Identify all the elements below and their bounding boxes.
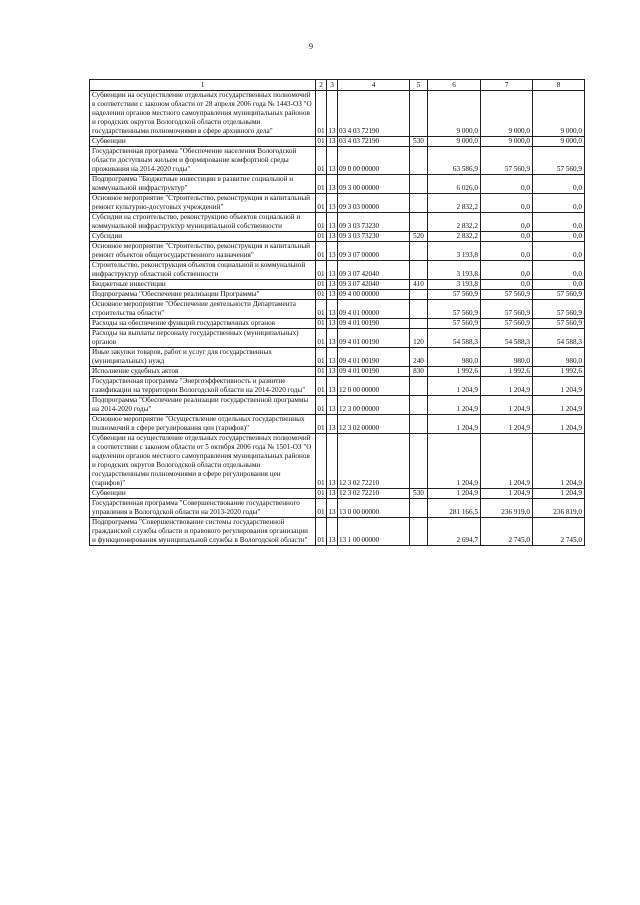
amount-col-6: 2 832,2 — [428, 213, 481, 232]
table-row — [90, 319, 585, 329]
column-header: 6 — [428, 80, 481, 91]
amount-col-6: 2 694,7 — [428, 518, 481, 546]
amount-col-8: 9 000,0 — [533, 91, 585, 137]
expense-type-code: 120 — [410, 329, 428, 348]
subsection-code: 13 — [328, 367, 336, 375]
expense-type-code — [410, 396, 428, 415]
table-row — [90, 91, 585, 137]
expense-type-code: 410 — [410, 280, 428, 290]
amount-col-6: 1 204,9 — [428, 396, 481, 415]
row-name: Основное мероприятие "Осуществление отдельных государственных полномочий в сфере регулирования цен (тарифов)" — [90, 415, 316, 434]
section-code: 01 — [317, 290, 325, 298]
subsection-code: 13 — [327, 396, 338, 415]
row-name: Подпрограмма "Обеспечение реализации Программы" — [90, 290, 316, 300]
expense-type-code — [410, 499, 428, 518]
table-row — [90, 396, 585, 415]
section-code: 01 — [317, 319, 325, 327]
amount-col-6: 1 204,9 — [428, 489, 481, 499]
subsection-code: 13 — [328, 280, 336, 288]
expense-type-code — [410, 300, 428, 319]
subsection-code: 13 — [327, 499, 338, 518]
amount-col-7: 9 000,0 — [481, 137, 533, 147]
column-header: 5 — [410, 80, 428, 91]
target-article-code: 09 3 07 42040 — [338, 261, 410, 280]
section-code: 01 — [316, 499, 327, 518]
target-article-code: 13 0 00 00000 — [338, 499, 410, 518]
amount-col-7: 0,0 — [481, 232, 533, 242]
amount-col-7: 0,0 — [481, 175, 533, 194]
amount-col-6: 63 586,9 — [428, 147, 481, 175]
subsection-code: 13 — [327, 194, 338, 213]
row-name: Расходы на выплаты персоналу государственных (муниципальных) органов — [90, 329, 316, 348]
expense-type-code — [410, 377, 428, 396]
target-article-code: 09 3 03 73230 — [338, 232, 410, 242]
section-code: 01 — [316, 348, 327, 367]
column-header: 2 — [316, 80, 327, 91]
column-header: 8 — [533, 80, 585, 91]
amount-col-6: 1 204,9 — [428, 377, 481, 396]
section-code: 01 — [316, 194, 327, 213]
table-row — [90, 415, 585, 434]
table-row — [90, 213, 585, 232]
target-article-code: 12 0 00 00000 — [338, 377, 410, 396]
section-code: 01 — [316, 147, 327, 175]
page-number: 9 — [309, 42, 313, 51]
subsection-code: 13 — [327, 213, 338, 232]
subsection-code: 13 — [327, 434, 338, 489]
amount-col-7: 1 204,9 — [481, 434, 533, 489]
amount-col-7: 57 560,9 — [481, 290, 533, 300]
target-article-code: 03 4 03 72190 — [338, 91, 410, 137]
row-name: Основное мероприятие "Строительство, реконструкция и капитальный ремонт культурно-досуговых учреждений" — [90, 194, 316, 213]
table-row — [90, 232, 585, 242]
amount-col-6: 281 166,5 — [428, 499, 481, 518]
amount-col-7: 54 588,3 — [481, 329, 533, 348]
row-name: Субсидии — [90, 232, 316, 242]
row-name: Государственная программа "Обеспечение населения Вологодской области доступным жильем и формирование комфортной среды проживания на 2014-2020 годы" — [90, 147, 316, 175]
expense-type-code — [410, 175, 428, 194]
amount-col-7: 57 560,9 — [481, 300, 533, 319]
amount-col-7: 57 560,9 — [481, 319, 533, 329]
target-article-code: 09 4 01 00000 — [338, 300, 410, 319]
expense-type-code: 830 — [410, 367, 428, 377]
amount-col-8: 2 745,0 — [533, 518, 585, 546]
section-code: 01 — [316, 329, 327, 348]
table-row — [90, 137, 585, 147]
table-row — [90, 175, 585, 194]
amount-col-7: 0,0 — [481, 261, 533, 280]
table-row — [90, 499, 585, 518]
target-article-code: 09 4 01 00190 — [338, 329, 410, 348]
expense-type-code: 520 — [410, 232, 428, 242]
amount-col-7: 0,0 — [481, 194, 533, 213]
section-code: 01 — [316, 377, 327, 396]
amount-col-7: 57 560,9 — [481, 147, 533, 175]
subsection-code: 13 — [327, 261, 338, 280]
amount-col-8: 0,0 — [533, 194, 585, 213]
target-article-code: 13 1 00 00000 — [338, 518, 410, 546]
amount-col-8: 1 204,9 — [533, 415, 585, 434]
amount-col-6: 1 204,9 — [428, 434, 481, 489]
subsection-code: 13 — [327, 348, 338, 367]
section-code: 01 — [316, 300, 327, 319]
table-row — [90, 300, 585, 319]
amount-col-6: 2 832,2 — [428, 232, 481, 242]
amount-col-6: 9 000,0 — [428, 91, 481, 137]
column-header: 7 — [481, 80, 533, 91]
section-code: 01 — [316, 434, 327, 489]
row-name: Иные закупки товаров, работ и услуг для государственных (муниципальных) нужд — [90, 348, 316, 367]
amount-col-6: 6 026,0 — [428, 175, 481, 194]
amount-col-8: 9 000,0 — [533, 137, 585, 147]
amount-col-6: 980,0 — [428, 348, 481, 367]
amount-col-7: 1 204,9 — [481, 396, 533, 415]
target-article-code: 09 0 00 00000 — [338, 147, 410, 175]
amount-col-7: 0,0 — [481, 242, 533, 261]
row-name: Исполнение судебных актов — [90, 367, 316, 377]
amount-col-8: 54 588,3 — [533, 329, 585, 348]
expense-type-code — [410, 434, 428, 489]
target-article-code: 12 3 02 72210 — [338, 489, 410, 499]
expense-type-code: 240 — [410, 348, 428, 367]
target-article-code: 09 3 07 00000 — [338, 242, 410, 261]
expense-type-code — [410, 261, 428, 280]
amount-col-8: 1 204,9 — [533, 489, 585, 499]
amount-col-7: 2 745,0 — [481, 518, 533, 546]
section-code: 01 — [317, 232, 325, 240]
amount-col-8: 0,0 — [533, 242, 585, 261]
amount-col-6: 54 588,3 — [428, 329, 481, 348]
target-article-code: 09 4 01 00190 — [338, 367, 410, 377]
row-name: Субвенции на осуществление отдельных государственных полномочий в соответствии с законом области от 5 октября 2006 года № 1501-ОЗ "О наделении органов местного самоуправления муниципальных районов и городских округов Вологодской области отдельными государственными полномочиями в сфере регулирования цен (тарифов)" — [90, 434, 316, 489]
subsection-code: 13 — [327, 518, 338, 546]
section-code: 01 — [316, 396, 327, 415]
amount-col-8: 1 204,9 — [533, 377, 585, 396]
amount-col-6: 3 193,8 — [428, 242, 481, 261]
section-code: 01 — [316, 518, 327, 546]
table-header-row — [90, 80, 585, 91]
amount-col-7: 9 000,0 — [481, 91, 533, 137]
amount-col-6: 2 832,2 — [428, 194, 481, 213]
row-name: Подпрограмма "Совершенствование системы государственной гражданской службы области и правового регулирования организации и функционирования муниципальной службы в Вологодской области" — [90, 518, 316, 546]
section-code: 01 — [316, 175, 327, 194]
section-code: 01 — [316, 91, 327, 137]
section-code: 01 — [317, 137, 325, 145]
target-article-code: 12 3 00 00000 — [338, 396, 410, 415]
expense-type-code — [410, 518, 428, 546]
column-header: 4 — [338, 80, 410, 91]
amount-col-8: 980,0 — [533, 348, 585, 367]
budget-table — [89, 79, 585, 546]
expense-type-code — [410, 91, 428, 137]
expense-type-code: 530 — [410, 137, 428, 147]
target-article-code: 03 4 03 72190 — [338, 137, 410, 147]
table-row — [90, 489, 585, 499]
row-name: Основное мероприятие "Строительство, реконструкция и капитальный ремонт объектов общегосударственного назначения" — [90, 242, 316, 261]
expense-type-code: 530 — [410, 489, 428, 499]
row-name: Расходы на обеспечение функций государственных органов — [90, 319, 316, 329]
amount-col-7: 0,0 — [481, 280, 533, 290]
amount-col-8: 236 819,0 — [533, 499, 585, 518]
expense-type-code — [410, 147, 428, 175]
amount-col-6: 1 992,6 — [428, 367, 481, 377]
table-row — [90, 518, 585, 546]
amount-col-6: 57 560,9 — [428, 290, 481, 300]
amount-col-8: 1 204,9 — [533, 396, 585, 415]
amount-col-8: 0,0 — [533, 232, 585, 242]
target-article-code: 12 3 02 72210 — [338, 434, 410, 489]
subsection-code: 13 — [327, 91, 338, 137]
row-name: Субвенции — [90, 489, 316, 499]
subsection-code: 13 — [327, 147, 338, 175]
section-code: 01 — [316, 415, 327, 434]
table-row — [90, 367, 585, 377]
subsection-code: 13 — [327, 300, 338, 319]
amount-col-7: 980,0 — [481, 348, 533, 367]
subsection-code: 13 — [328, 232, 336, 240]
table-row — [90, 280, 585, 290]
amount-col-7: 1 204,9 — [481, 415, 533, 434]
amount-col-8: 1 204,9 — [533, 434, 585, 489]
amount-col-7: 1 204,9 — [481, 377, 533, 396]
amount-col-8: 57 560,9 — [533, 290, 585, 300]
subsection-code: 13 — [327, 175, 338, 194]
row-name: Бюджетные инвестиции — [90, 280, 316, 290]
row-name: Основное мероприятие "Обеспечение деятельности Департамента строительства области" — [90, 300, 316, 319]
subsection-code: 13 — [327, 377, 338, 396]
amount-col-8: 0,0 — [533, 280, 585, 290]
amount-col-8: 1 992,6 — [533, 367, 585, 377]
column-header: 1 — [90, 80, 316, 91]
target-article-code: 09 3 00 00000 — [338, 175, 410, 194]
row-name: Государственная программа "Совершенствование государственного управления в Вологодской области на 2013-2020 годы" — [90, 499, 316, 518]
row-name: Субвенции на осуществление отдельных государственных полномочий в соответствии с законом области от 28 апреля 2006 года № 1443-ОЗ "О наделении органов местного самоуправления муниципальных районов и городских округов Вологодской области отдельными государственными полномочиями в сфере архивного дела" — [90, 91, 316, 137]
section-code: 01 — [317, 280, 325, 288]
expense-type-code — [410, 290, 428, 300]
subsection-code: 13 — [328, 489, 336, 497]
target-article-code: 09 4 01 00190 — [338, 319, 410, 329]
amount-col-6: 57 560,9 — [428, 319, 481, 329]
table-row — [90, 290, 585, 300]
row-name: Субсидии на строительство, реконструкцию объектов социальной и коммунальной инфраструктур муниципальной собственности — [90, 213, 316, 232]
target-article-code: 09 3 03 73230 — [338, 213, 410, 232]
section-code: 01 — [317, 367, 325, 375]
target-article-code: 09 4 01 00190 — [338, 348, 410, 367]
target-article-code: 09 3 07 42040 — [338, 280, 410, 290]
section-code: 01 — [316, 213, 327, 232]
row-name: Подпрограмма "Бюджетные инвестиции в развитие социальной и коммунальной инфраструктур" — [90, 175, 316, 194]
section-code: 01 — [317, 489, 325, 497]
amount-col-7: 1 992,6 — [481, 367, 533, 377]
row-name: Строительство, реконструкция объектов социальной и коммунальной инфраструктур областной собственности — [90, 261, 316, 280]
table-row — [90, 147, 585, 175]
target-article-code: 09 3 03 00000 — [338, 194, 410, 213]
row-name: Субвенции — [90, 137, 316, 147]
table-row — [90, 329, 585, 348]
target-article-code: 12 3 02 00000 — [338, 415, 410, 434]
target-article-code: 09 4 00 00000 — [338, 290, 410, 300]
subsection-code: 13 — [328, 319, 336, 327]
amount-col-8: 57 560,9 — [533, 300, 585, 319]
amount-col-7: 0,0 — [481, 213, 533, 232]
expense-type-code — [410, 242, 428, 261]
expense-type-code — [410, 319, 428, 329]
subsection-code: 13 — [328, 290, 336, 298]
expense-type-code — [410, 194, 428, 213]
expense-type-code — [410, 213, 428, 232]
subsection-code: 13 — [328, 137, 336, 145]
subsection-code: 13 — [327, 415, 338, 434]
amount-col-8: 57 560,9 — [533, 147, 585, 175]
table-row — [90, 242, 585, 261]
row-name: Подпрограмма "Обеспечение реализации государственной программы на 2014-2020 годы" — [90, 396, 316, 415]
table-row — [90, 434, 585, 489]
subsection-code: 13 — [327, 242, 338, 261]
expense-type-code — [410, 415, 428, 434]
amount-col-6: 3 193,8 — [428, 261, 481, 280]
subsection-code: 13 — [327, 329, 338, 348]
table-row — [90, 194, 585, 213]
amount-col-8: 0,0 — [533, 213, 585, 232]
amount-col-8: 0,0 — [533, 175, 585, 194]
amount-col-8: 0,0 — [533, 261, 585, 280]
section-code: 01 — [316, 261, 327, 280]
table-row — [90, 377, 585, 396]
amount-col-6: 9 000,0 — [428, 137, 481, 147]
row-name: Государственная программа "Энергоэффективность и развитие газификации на территории Вологодской области на 2014-2020 годы" — [90, 377, 316, 396]
amount-col-7: 236 919,0 — [481, 499, 533, 518]
section-code: 01 — [316, 242, 327, 261]
amount-col-7: 1 204,9 — [481, 489, 533, 499]
column-header: 3 — [327, 80, 338, 91]
table-row — [90, 261, 585, 280]
amount-col-6: 57 560,9 — [428, 300, 481, 319]
amount-col-6: 3 193,8 — [428, 280, 481, 290]
amount-col-8: 57 560,9 — [533, 319, 585, 329]
amount-col-6: 1 204,9 — [428, 415, 481, 434]
table-row — [90, 348, 585, 367]
